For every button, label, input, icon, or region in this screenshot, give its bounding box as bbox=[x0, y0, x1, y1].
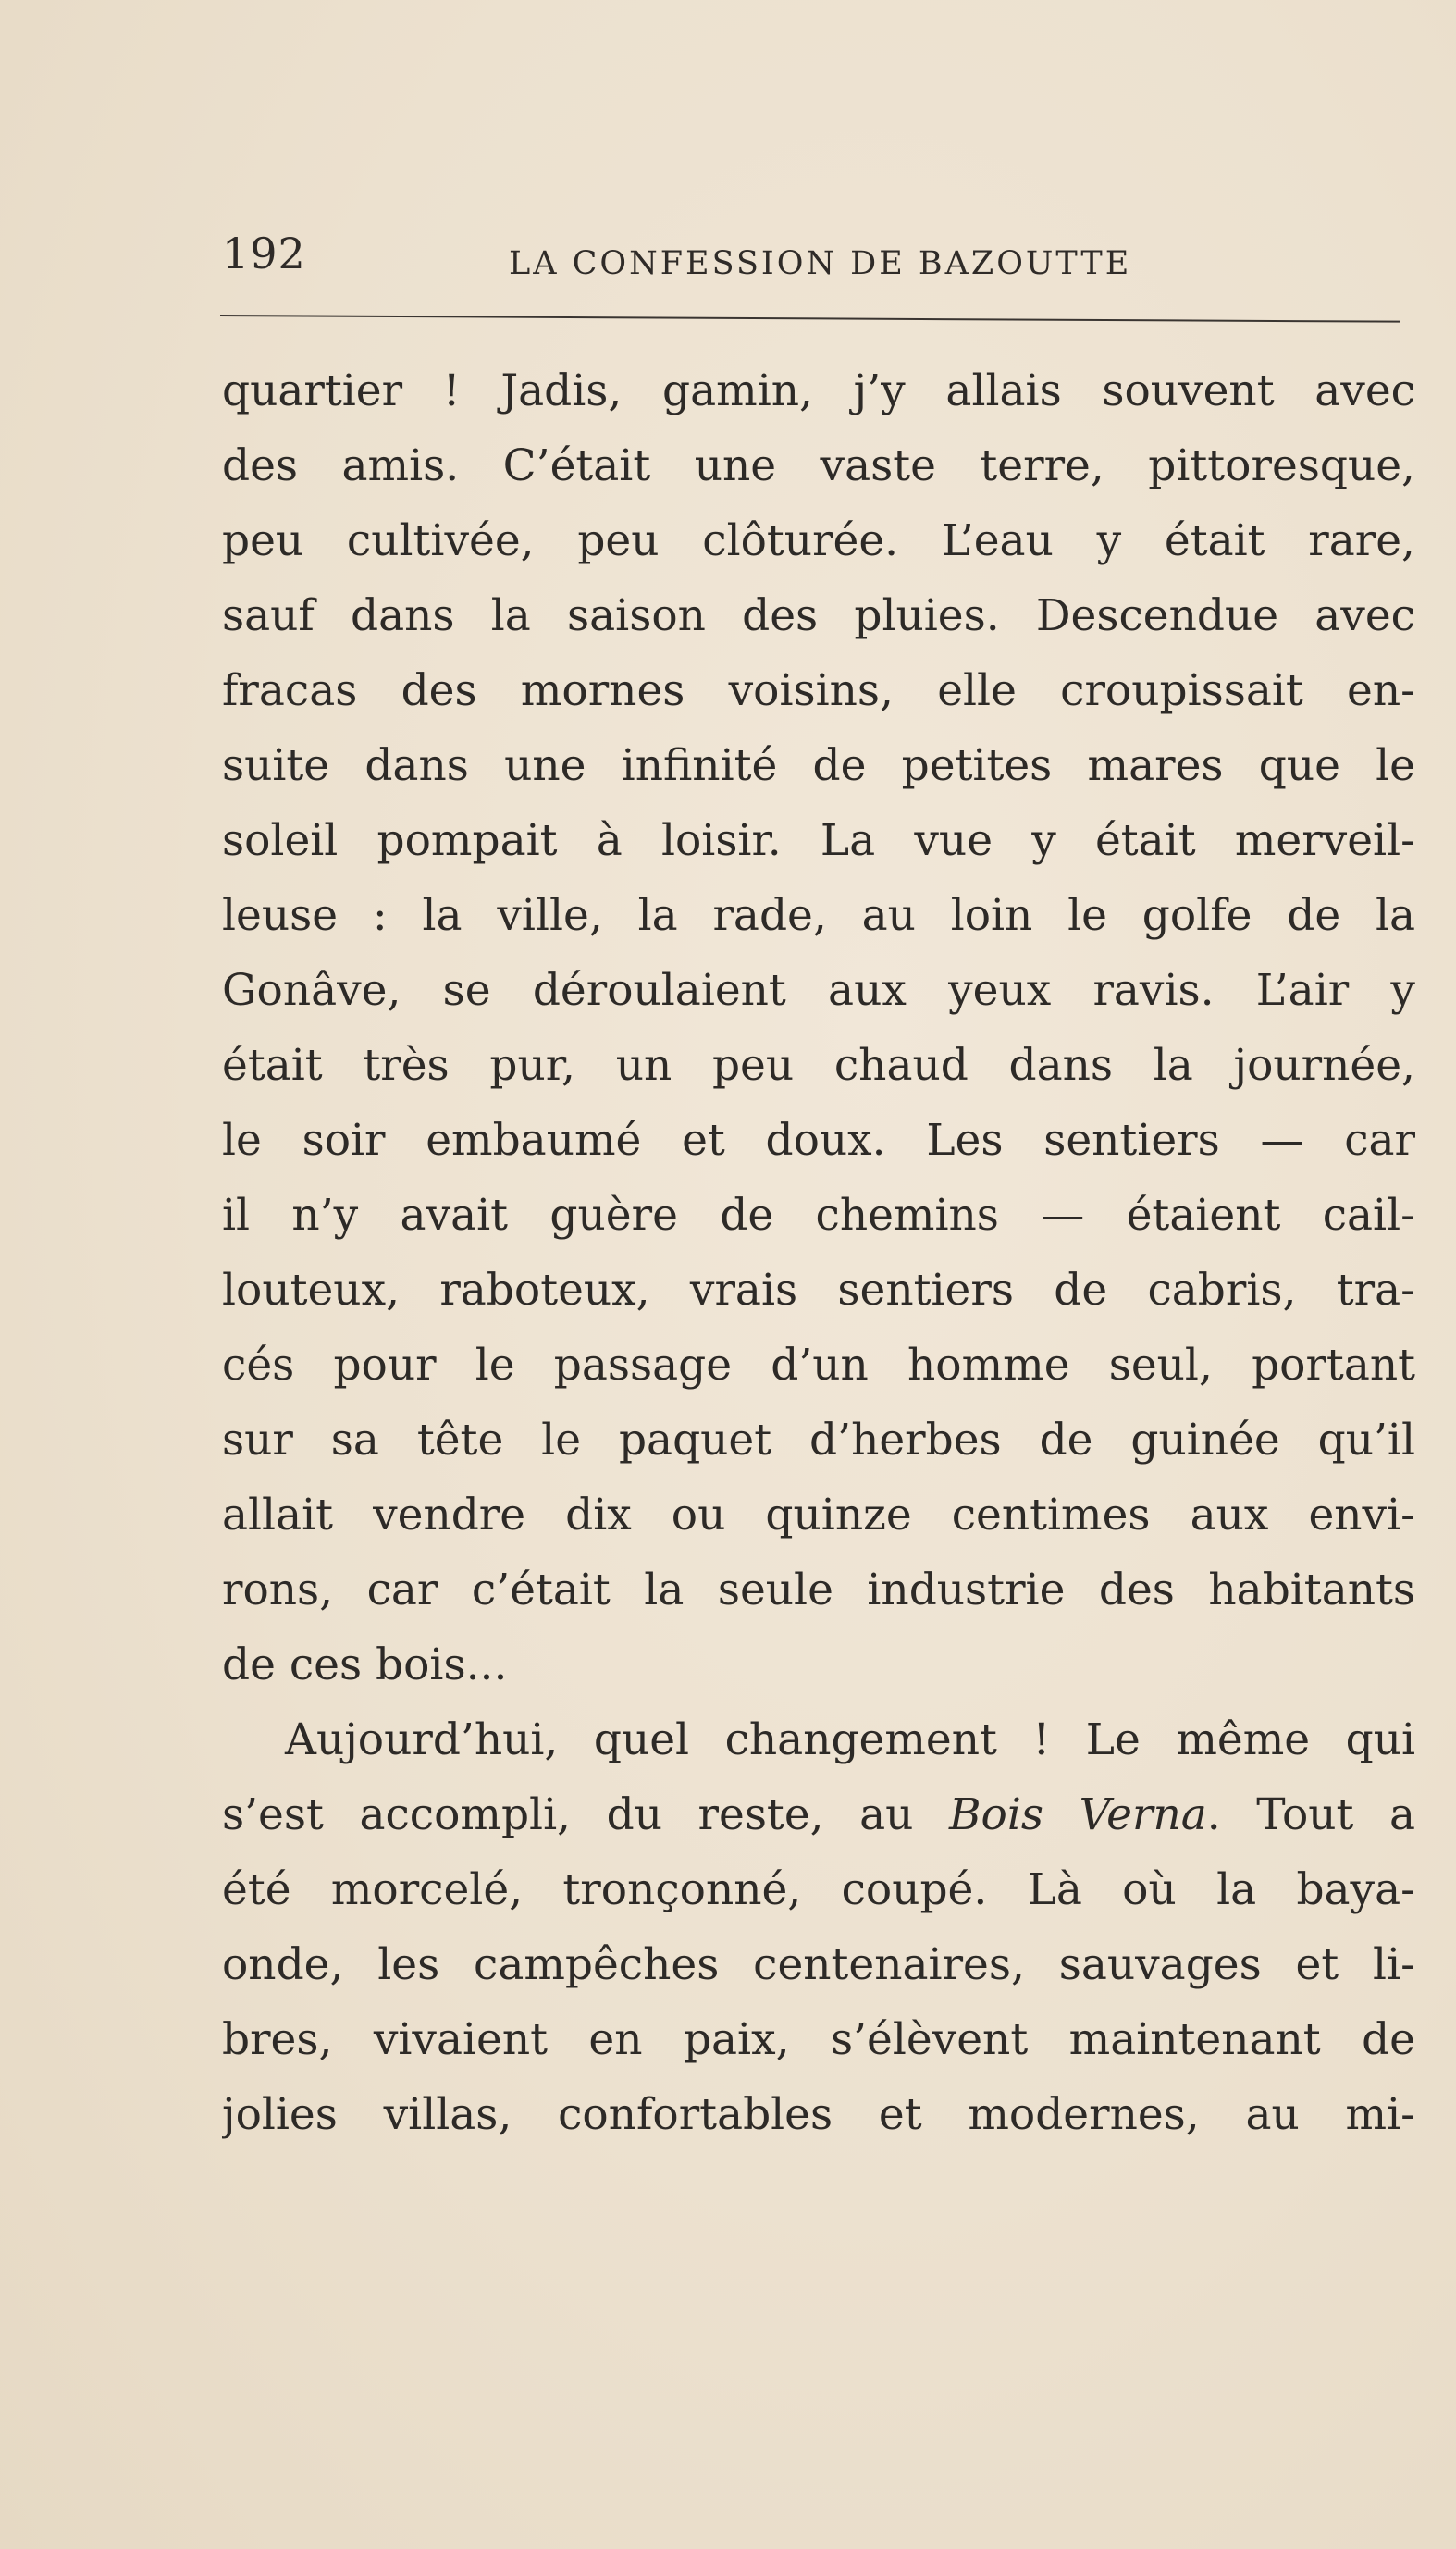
text-line: jolies villas, confortables et modernes, au mi- bbox=[222, 2089, 1415, 2140]
text-line: rons, car c’était la seule industrie des habitants bbox=[222, 1565, 1415, 1615]
text-line: sur sa tête le paquet d’herbes de guinée qu’il bbox=[222, 1415, 1415, 1466]
text-line: le soir embaumé et doux. Les sentiers — car bbox=[222, 1115, 1415, 1166]
paragraph-2 bbox=[222, 1702, 1415, 2152]
text-line: était très pur, un peu chaud dans la journée, bbox=[222, 1040, 1415, 1091]
text-line: bres, vivaient en paix, s’élèvent maintenant de bbox=[222, 2014, 1415, 2065]
text-line: il n’y avait guère de chemins — étaient cail- bbox=[222, 1190, 1415, 1241]
text-line: de ces bois... bbox=[222, 1640, 508, 1690]
text-line: Gonâve, se déroulaient aux yeux ravis. L’air y bbox=[222, 965, 1415, 1016]
text-line: cés pour le passage d’un homme seul, portant bbox=[222, 1340, 1415, 1391]
text-line: suite dans une infinité de petites mares que le bbox=[222, 740, 1415, 791]
text-line: leuse : la ville, la rade, au loin le golfe de la bbox=[222, 890, 1415, 941]
page-header bbox=[222, 217, 1406, 291]
page-number: 192 bbox=[222, 229, 306, 278]
text-line: sauf dans la saison des pluies. Descendue avec bbox=[222, 590, 1415, 641]
text-line: des amis. C’était une vaste terre, pittoresque, bbox=[222, 440, 1415, 491]
text-line: onde, les campêches centenaires, sauvages et li- bbox=[222, 1939, 1415, 1990]
text-line: soleil pompait à loisir. La vue y était merveil- bbox=[222, 815, 1415, 866]
text-line: Aujourd’hui, quel changement ! Le même qui bbox=[285, 1714, 1415, 1765]
text-line: fracas des mornes voisins, elle croupissait en- bbox=[222, 665, 1415, 716]
place-name-italic: Bois Verna bbox=[949, 1789, 1207, 1840]
text-fragment: . Tout a bbox=[1206, 1789, 1415, 1840]
header-rule bbox=[220, 315, 1400, 323]
paragraph-1 bbox=[222, 353, 1415, 1702]
text-line bbox=[222, 1777, 1415, 1852]
text-line: peu cultivée, peu clôturée. L’eau y était rare, bbox=[222, 515, 1415, 566]
running-title: LA CONFESSION DE BAZOUTTE bbox=[509, 245, 1132, 282]
body-text bbox=[222, 353, 1415, 2152]
text-line: quartier ! Jadis, gamin, j’y allais souvent avec bbox=[222, 365, 1415, 416]
text-fragment: s’est accompli, du reste, au bbox=[222, 1789, 949, 1840]
text-line: allait vendre dix ou quinze centimes aux envi- bbox=[222, 1490, 1415, 1541]
text-line: été morcelé, tronçonné, coupé. Là où la baya- bbox=[222, 1864, 1415, 1915]
text-line: louteux, raboteux, vrais sentiers de cabris, tra- bbox=[222, 1265, 1415, 1316]
